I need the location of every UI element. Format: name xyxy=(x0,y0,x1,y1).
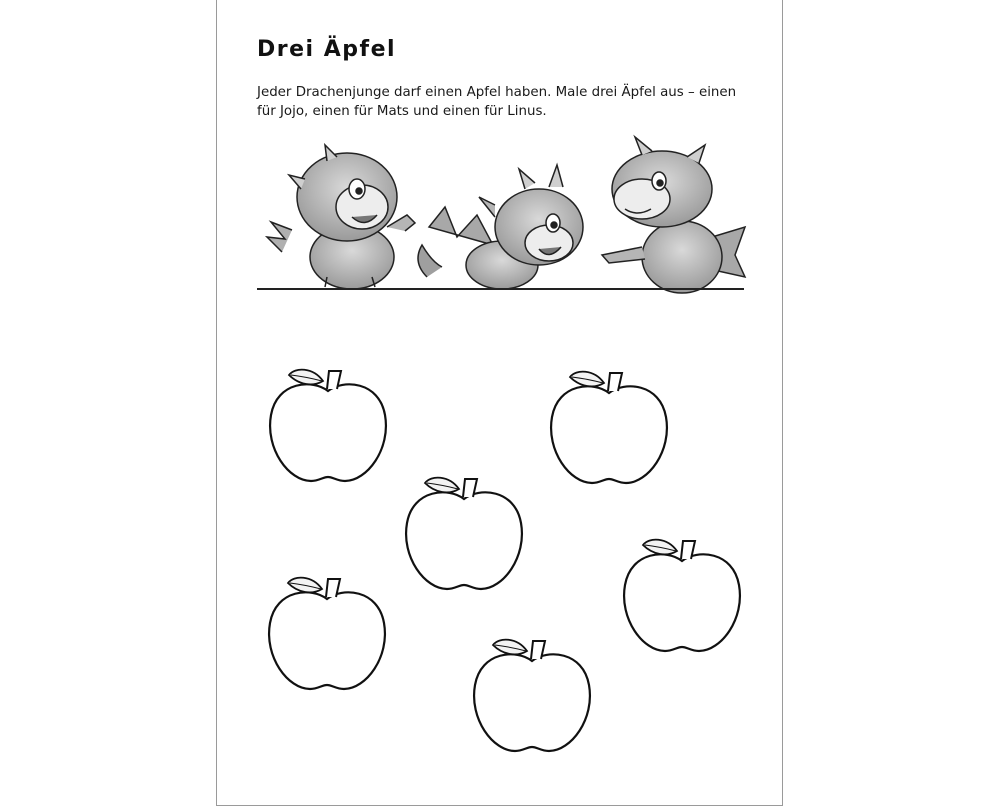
apple-outline xyxy=(401,471,527,597)
apple-outline xyxy=(619,533,745,659)
apple-outline xyxy=(264,571,390,697)
dragon-boys-illustration xyxy=(257,127,747,295)
apple-outline xyxy=(546,365,672,491)
dragon-linus-figure xyxy=(602,137,745,293)
worksheet-title: Drei Äpfel xyxy=(257,37,397,62)
apple-outline xyxy=(265,363,391,489)
dragon-mats-figure xyxy=(418,165,583,289)
worksheet-instruction: Jeder Drachenjunge darf einen Apfel haben. Male drei Äpfel aus – einen für Jojo, einen für Mats und einen für Linus. xyxy=(257,85,737,119)
dragon-jojo-figure xyxy=(267,145,415,289)
worksheet-page xyxy=(216,0,783,806)
apple-outline xyxy=(469,633,595,759)
